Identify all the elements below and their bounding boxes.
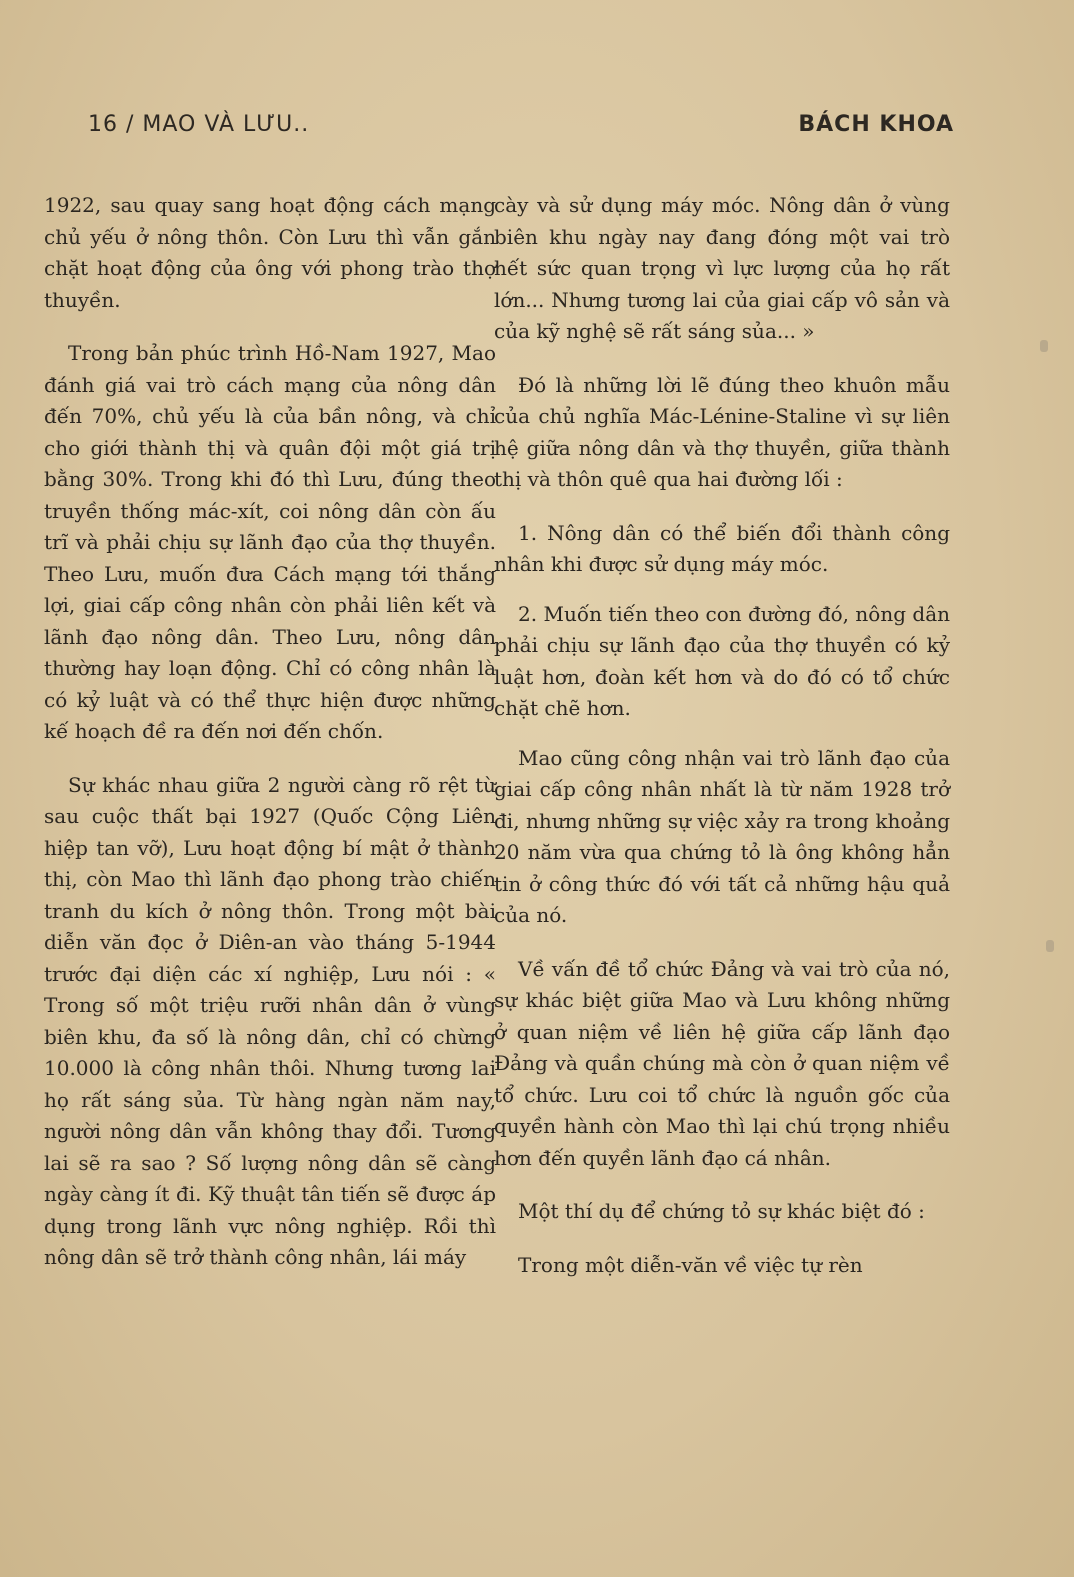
right-paragraph-1: cày và sử dụng máy móc. Nông dân ở vùng biên khu ngày nay đang đóng một vai trò hết sức quan trọng vì lực lượng của họ rất lớn... Nhưng tương lai của giai cấp vô sản và của kỹ nghệ sẽ rất sáng sủa... » [494,193,950,343]
binding-mark [1040,340,1048,352]
right-paragraph-5: Một thí dụ để chứng tỏ sự khác biệt đó : [518,1199,925,1223]
header-magazine-name: BÁCH KHOA [798,112,954,137]
right-paragraph-4: Về vấn đề tổ chức Đảng và vai trò của nó, sự khác biệt giữa Mao và Lưu không những ở quan niệm về liên hệ giữa cấp lãnh đạo Đảng và quần chúng mà còn ở quan niệm về tổ chức. Lưu coi tổ chức là nguồn gốc của quyền hành còn Mao thì lại chú trọng nhiều hơn đến quyền lãnh đạo cá nhân. [494,956,950,1170]
right-paragraph-6: Trong một diễn-văn về việc tự rèn [518,1252,863,1277]
header-page-title: 16 / MAO VÀ LƯU.. [88,112,310,137]
left-paragraph-1: 1922, sau quay sang hoạt động cách mạng chủ yếu ở nông thôn. Còn Lưu thì vẫn gắn chặt hoạt động của ông với phong trào thợ thuyền. [44,193,496,312]
right-column [494,190,950,1303]
running-header [88,112,954,146]
left-column [44,190,496,1296]
list-item-2: 2. Muốn tiến theo con đường đó, nông dân phải chịu sự lãnh đạo của thợ thuyền có kỷ luật hơn, đoàn kết hơn và do đó có tổ chức chặt chẽ hơn. [494,601,950,720]
list-item-1: 1. Nông dân có thể biến đổi thành công nhân khi được sử dụng máy móc. [494,520,950,576]
binding-mark [1046,940,1054,952]
right-paragraph-3: Mao cũng công nhận vai trò lãnh đạo của giai cấp công nhân nhất là từ năm 1928 trở đi, nhưng những sự việc xảy ra trong khoảng 20 năm vừa qua chứng tỏ là ông không hẳn tin ở công thức đó với tất cả những hậu quả của nó. [494,745,950,927]
left-paragraph-3: Sự khác nhau giữa 2 người càng rõ rệt từ sau cuộc thất bại 1927 (Quốc Cộng Liên hiệp tan vỡ), Lưu hoạt động bí mật ở thành thị, còn Mao thì lãnh đạo phong trào chiến tranh du kích ở nông thôn. Trong một bài diễn văn đọc ở Diên-an vào tháng 5-1944 trước đại diện các xí nghiệp, Lưu nói : « Trong số một triệu rưỡi nhân dân ở vùng biên khu, đa số là nông dân, chỉ có chừng 10.000 là công nhân thôi. Nhưng tương lai họ rất sáng sủa. Từ hàng ngàn năm nay, người nông dân vẫn không thay đổi. Tương lai sẽ ra sao ? Số lượng nông dân sẽ càng ngày càng ít đi. Kỹ thuật tân tiến sẽ được áp dụng trong lãnh vực nông nghiệp. Rồi thì nông dân sẽ trở thành công nhân, lái máy [44,772,496,1269]
left-paragraph-2: Trong bản phúc trình Hồ-Nam 1927, Mao đánh giá vai trò cách mạng của nông dân đến 70%, chủ yếu là của bần nông, và chỉ cho giới thành thị và quân đội một giá trị bằng 30%. Trong khi đó thì Lưu, đúng theo truyền thống mác-xít, coi nông dân còn ấu trĩ và phải chịu sự lãnh đạo của thợ thuyền. Theo Lưu, muốn đưa Cách mạng tới thắng lợi, giai cấp công nhân còn phải liên kết và lãnh đạo nông dân. Theo Lưu, nông dân thường hay loạn động. Chỉ có công nhân là có kỷ luật và có thể thực hiện được những kế hoạch đề ra đến nơi đến chốn. [44,341,496,743]
right-paragraph-2: Đó là những lời lẽ đúng theo khuôn mẫu của chủ nghĩa Mác-Lénine-Staline vì sự liên hệ giữa nông dân và thợ thuyền, giữa thành thị và thôn quê qua hai đường lối : [494,372,950,491]
